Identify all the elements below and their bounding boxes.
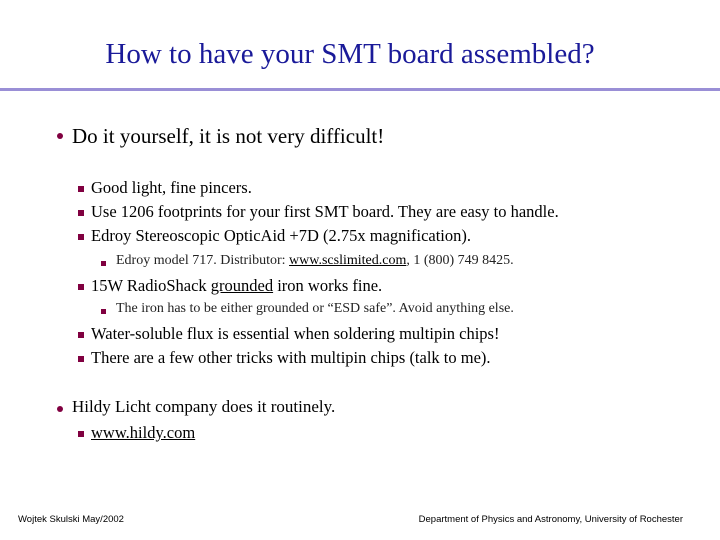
iron-text-post: iron works fine. (273, 276, 383, 295)
edroy-model-text: Edroy model 717. Distributor: (116, 253, 290, 268)
bullet-diy: Do it yourself, it is not very difficult! (72, 124, 385, 148)
slide-title: How to have your SMT board assembled? (105, 38, 595, 70)
bullet-iron-note: The iron has to be either grounded or “ESD safe”. Avoid anything else. (116, 301, 514, 316)
round-bullet-icon (57, 406, 63, 412)
square-bullet-icon (78, 332, 84, 338)
bullet-flux: Water-soluble flux is essential when soldering multipin chips! (91, 324, 500, 343)
edroy-phone-text: , 1 (800) 749 8425. (406, 253, 514, 268)
square-bullet-icon (78, 186, 84, 192)
hildy-link[interactable]: www.hildy.com (91, 423, 196, 442)
title-divider (0, 88, 720, 91)
iron-text-pre: 15W RadioShack (91, 276, 211, 295)
square-bullet-icon (78, 284, 84, 290)
iron-underlined: grounded (210, 276, 274, 295)
bullet-edroy: Edroy Stereoscopic OpticAid +7D (2.75x magnification). (91, 226, 472, 245)
square-bullet-icon (78, 234, 84, 240)
square-bullet-icon (101, 309, 106, 314)
footer-author: Wojtek Skulski May/2002 (18, 514, 124, 525)
round-bullet-icon (57, 133, 63, 139)
scslimited-link[interactable]: www.scslimited.com (289, 253, 407, 268)
bullet-light: Good light, fine pincers. (91, 178, 252, 197)
square-bullet-icon (78, 210, 84, 216)
footer-department: Department of Physics and Astronomy, University of Rochester (418, 514, 683, 525)
square-bullet-icon (78, 431, 84, 437)
bullet-edroy-model (116, 253, 514, 269)
hildy-link-item (91, 423, 195, 443)
bullet-iron (91, 276, 382, 296)
bullet-footprints: Use 1206 footprints for your first SMT board. They are easy to handle. (91, 202, 559, 221)
square-bullet-icon (101, 261, 106, 266)
bullet-tricks: There are a few other tricks with multipin chips (talk to me). (91, 348, 491, 367)
bullet-hildy: Hildy Licht company does it routinely. (72, 397, 336, 416)
square-bullet-icon (78, 356, 84, 362)
